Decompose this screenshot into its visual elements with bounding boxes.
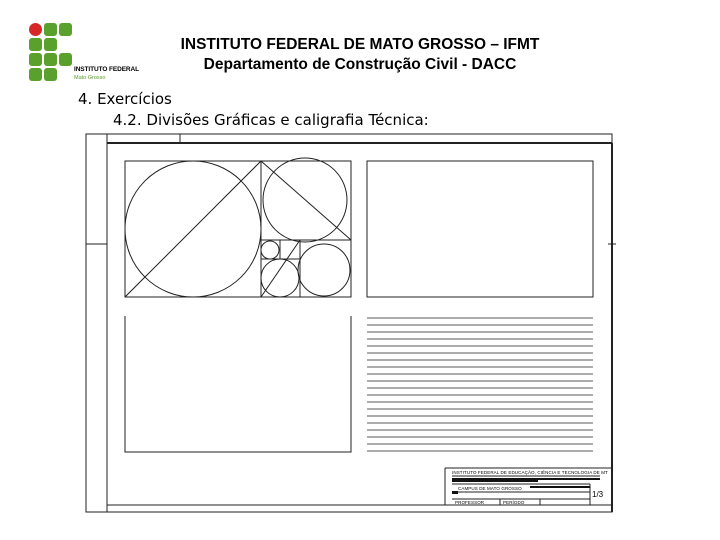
sheet-outer-border <box>86 134 612 512</box>
technical-drawing-sheet <box>80 132 620 514</box>
logo-campus: Mato Grosso <box>74 75 106 81</box>
ifmt-logo <box>29 23 149 85</box>
section-subtitle: 4.2. Divisões Gráficas e caligrafia Técnica: <box>113 111 429 129</box>
header-department: Departamento de Construção Civil - DACC <box>203 56 517 73</box>
title-block-campus: CAMPUS DE MATO GROSSO <box>458 486 522 491</box>
logo-red-circle <box>29 23 42 36</box>
title-block-label-a: PROFESSOR <box>455 500 485 505</box>
lettering-lines-panel <box>367 318 593 451</box>
header-institution: INSTITUTO FEDERAL DE MATO GROSSO – IFMT <box>180 36 540 53</box>
open-frame-panel <box>125 316 351 452</box>
empty-frame-panel <box>367 161 593 297</box>
golden-spiral-panel <box>125 158 351 297</box>
logo-name: INSTITUTO FEDERAL <box>74 66 139 73</box>
title-block-institution: INSTITUTO FEDERAL DE EDUCAÇÃO, CIÊNCIA E TECNOLOGIA DE MT <box>452 470 608 475</box>
logo-squares-icon <box>29 23 74 83</box>
section-title: 4. Exercícios <box>78 90 172 108</box>
title-block-sheet-number: 1/3 <box>592 490 604 499</box>
title-block-label-b: PERÍODO <box>503 500 525 505</box>
